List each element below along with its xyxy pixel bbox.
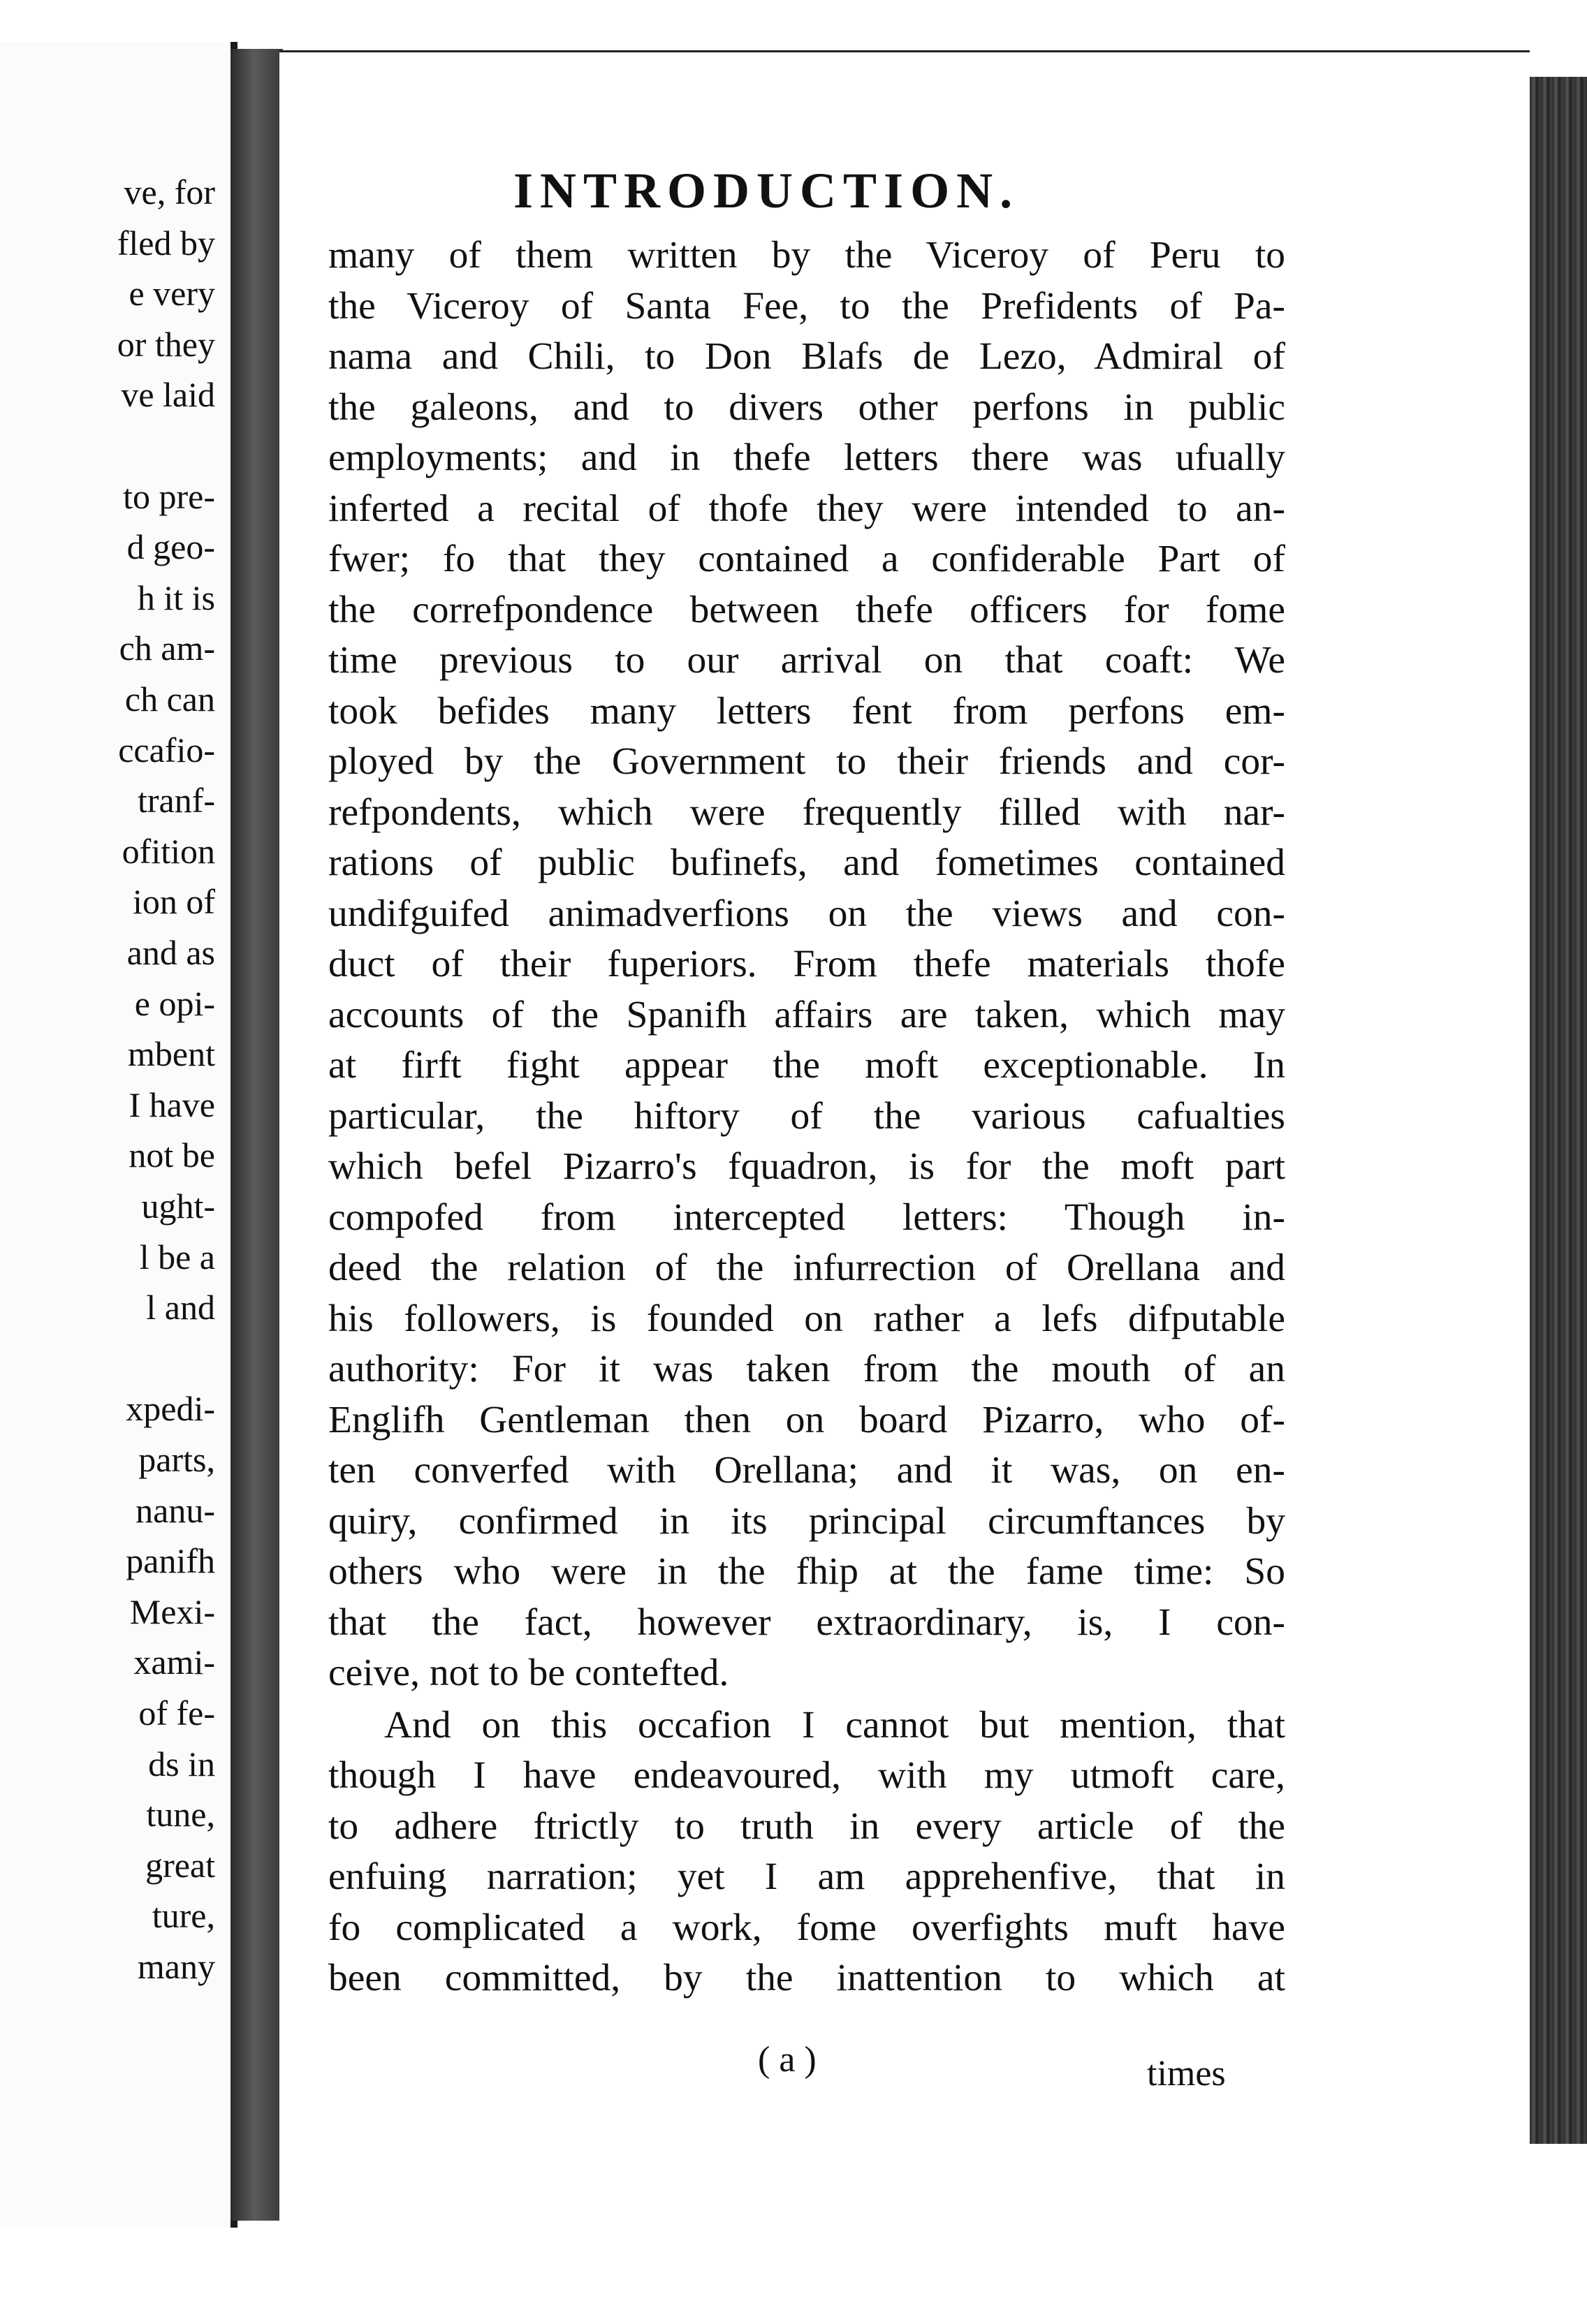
text-line: authority: For it was taken from the mouth of an: [328, 1348, 1285, 1390]
text-line: that the fact, however extraordinary, is, I con-: [328, 1601, 1285, 1644]
text-line: inferted a recital of thofe they were intended to an-: [328, 487, 1285, 530]
text-line: the Viceroy of Santa Fee, to the Prefidents of Pa-: [328, 284, 1285, 328]
left-page-line-fragment: not be: [129, 1135, 215, 1175]
left-page-line-fragment: ch can: [124, 679, 215, 719]
left-page-line-fragment: ion of: [132, 882, 215, 922]
text-line: employments; and in thefe letters there was ufually: [328, 436, 1285, 479]
left-page-line-fragment: ught-: [141, 1186, 215, 1226]
left-page-line-fragment: fled by: [117, 223, 215, 263]
text-line: time previous to our arrival on that coaft: We: [328, 639, 1285, 682]
left-page-line-fragment: d geo-: [126, 527, 215, 567]
left-page-line-fragment: ture,: [152, 1896, 215, 1936]
book-page-edges: [1530, 77, 1587, 2144]
text-line: fo complicated a work, fome overfights muft have: [328, 1906, 1285, 1949]
left-page-line-fragment: ch am-: [119, 628, 215, 668]
left-facing-page: [0, 42, 237, 2228]
left-page-line-fragment: h it is: [137, 578, 215, 617]
left-page-line-fragment: xpedi-: [126, 1389, 215, 1429]
text-line: accounts of the Spanifh affairs are taken, which may: [328, 993, 1285, 1036]
text-line: many of them written by the Viceroy of Peru to: [328, 234, 1285, 277]
left-page-line-fragment: panifh: [126, 1541, 215, 1581]
left-page-line-fragment: e very: [129, 274, 215, 314]
text-line: ployed by the Government to their friends and cor-: [328, 740, 1285, 783]
text-line: ceive, not to be contefted.: [328, 1652, 729, 1694]
left-page-line-fragment: or they: [117, 324, 215, 364]
text-line: ten converfed with Orellana; and it was, on en-: [328, 1449, 1285, 1492]
text-line: compofed from intercepted letters: Though in-: [328, 1196, 1285, 1239]
left-page-line-fragment: l be a: [139, 1237, 215, 1277]
text-line: particular, the hiftory of the various cafualties: [328, 1094, 1285, 1138]
left-page-line-fragment: nanu-: [136, 1490, 215, 1530]
left-page-line-fragment: many: [137, 1947, 215, 1986]
text-line: the galeons, and to divers other perfons in public: [328, 385, 1285, 429]
signature-mark: ( a ): [758, 2040, 817, 2080]
left-page-line-fragment: l and: [146, 1288, 215, 1328]
left-page-line-fragment: tune,: [146, 1795, 215, 1834]
left-page-line-fragment: great: [145, 1845, 215, 1885]
text-line: refpondents, which were frequently filled with nar-: [328, 790, 1285, 834]
text-line: at firft fight appear the moft exceptionable. In: [328, 1044, 1285, 1087]
left-page-line-fragment: and as: [126, 933, 215, 972]
left-page-line-fragment: mbent: [128, 1034, 215, 1074]
paragraph: [328, 1700, 1285, 2004]
page-heading: INTRODUCTION.: [513, 163, 1020, 219]
left-page-line-fragment: ccafio-: [118, 730, 215, 770]
left-page-line-fragment: ofition: [122, 831, 215, 871]
text-line: enfuing narration; yet I am apprehenfive, that in: [328, 1855, 1285, 1898]
left-page-line-fragment: xami-: [133, 1642, 215, 1682]
left-page-line-fragment: e opi-: [134, 983, 215, 1023]
text-line: duct of their fuperiors. From thefe materials thofe: [328, 943, 1285, 985]
left-page-line-fragment: tranf-: [137, 781, 215, 821]
text-line: took befides many letters fent from perfons em-: [328, 689, 1285, 733]
text-line: which befel Pizarro's fquadron, is for the moft part: [328, 1145, 1285, 1188]
left-page-line-fragment: ds in: [148, 1744, 215, 1784]
text-line: rations of public bufinefs, and fometimes contained: [328, 841, 1285, 884]
paragraph: [328, 230, 1285, 1699]
text-line: his followers, is founded on rather a lefs difputable: [328, 1297, 1285, 1340]
text-line: others who were in the fhip at the fame time: So: [328, 1550, 1285, 1593]
text-line: quiry, confirmed in its principal circumftances by: [328, 1499, 1285, 1543]
text-line: undifguifed animadverfions on the views and con-: [328, 892, 1285, 935]
text-line: And on this occafion I cannot but mention, that: [384, 1703, 1285, 1746]
text-line: Englifh Gentleman then on board Pizarro, who of-: [328, 1398, 1285, 1441]
left-page-line-fragment: to pre-: [123, 476, 215, 516]
book-gutter: [231, 49, 283, 2221]
text-line: fwer; fo that they contained a confiderable Part of: [328, 538, 1285, 580]
left-page-line-fragment: I have: [129, 1084, 215, 1124]
body-text: [328, 230, 1285, 2004]
left-page-line-fragment: of fe-: [138, 1693, 215, 1733]
text-line: been committed, by the inattention to which at: [328, 1957, 1285, 1999]
text-line: deed the relation of the infurrection of Orellana and: [328, 1246, 1285, 1289]
text-line: to adhere ftrictly to truth in every article of the: [328, 1804, 1285, 1848]
catchword: times: [1147, 2054, 1226, 2094]
text-line: the correfpondence between thefe officers for fome: [328, 588, 1285, 631]
left-page-line-fragment: parts,: [138, 1440, 215, 1479]
text-line: though I have endeavoured, with my utmoft care,: [328, 1754, 1285, 1797]
text-line: nama and Chili, to Don Blafs de Lezo, Admiral of: [328, 335, 1285, 378]
left-page-line-fragment: ve laid: [121, 375, 215, 415]
left-page-line-fragment: Mexi-: [129, 1591, 215, 1631]
left-page-line-fragment: ve, for: [124, 172, 215, 212]
